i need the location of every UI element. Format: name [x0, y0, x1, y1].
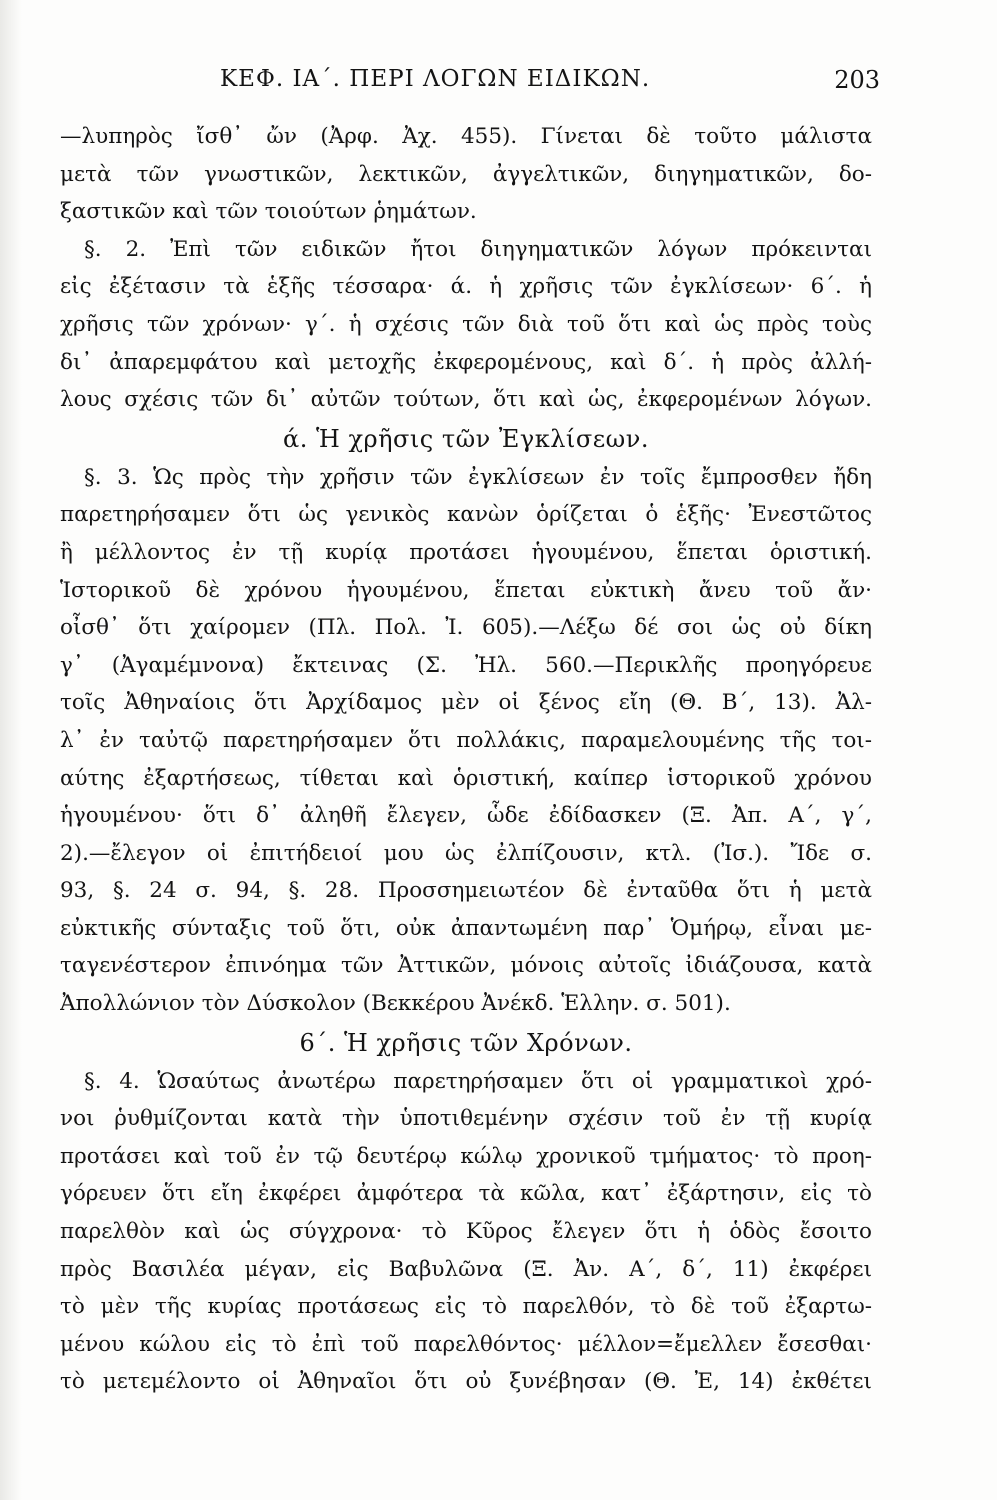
text-line: 93, §. 24 σ. 94, §. 28. Προσσημειωτέον δὲ ἐνταῦθα ὅτι ἡ μετὰ: [60, 878, 872, 904]
text-line: λους σχέσις τῶν δι᾽ αὐτῶν τούτων, ὅτι καὶ ὡς, ἐκφερομένων λόγων.: [60, 387, 872, 413]
paragraph-2-start: §. 2. Ἐπὶ τῶν ειδικῶν ἤτοι διηγηματικῶν λόγων πρόκεινται: [84, 236, 872, 262]
text-line: δι᾽ ἀπαρεμφάτου καὶ μετοχῆς ἐκφερομένους, καὶ δ΄. ἡ πρὸς ἀλλή-: [60, 349, 872, 375]
text-line: γόρευεν ὅτι εἴη ἐκφέρει ἀμφότερα τὰ κῶλα, κατ᾽ ἐξάρτησιν, εἰς τὸ: [60, 1181, 872, 1207]
text-line: εὐκτικῆς σύνταξις τοῦ ὅτι, οὐκ ἀπαντωμένη παρ᾽ Ὁμήρῳ, εἶναι με-: [60, 915, 872, 941]
text-line: γ᾽ (Ἀγαμέμνονα) ἔκτεινας (Σ. Ἠλ. 560.—Περικλῆς προηγόρευε: [60, 652, 872, 678]
body-text: [60, 118, 872, 1401]
text-line: ταγενέστερον ἐπινόημα τῶν Ἀττικῶν, μόνοις αὐτοῖς ἰδιάζουσα, κατὰ: [60, 953, 872, 979]
text-line: τοῖς Ἀθηναίοις ὅτι Ἀρχίδαμος μὲν οἱ ξένος εἴη (Θ. Β΄, 13). Ἀλ-: [60, 690, 872, 716]
chapter-running-title: ΚΕΦ. ΙΑ΄. ΠΕΡΙ ΛΟΓΩΝ ΕΙΔΙΚΩΝ.: [220, 66, 651, 92]
text-line: 2).—ἔλεγον οἱ ἐπιτήδειοί μου ὡς ἐλπίζουσιν, κτλ. (Ἰσ.). Ἴδε σ.: [60, 840, 872, 866]
text-line: παρελθὸν καὶ ὡς σύγχρονα· τὸ Κῦρος ἔλεγεν ὅτι ἡ ὁδὸς ἔσοιτο: [60, 1219, 872, 1245]
text-line: ἡγουμένου· ὅτι δ᾽ ἀληθῆ ἔλεγεν, ὧδε ἐδίδασκεν (Ξ. Ἀπ. Α΄, γ΄,: [60, 803, 872, 829]
paragraph-4-start: §. 4. Ὡσαύτως ἀνωτέρω παρετηρήσαμεν ὅτι οἱ γραμματικοὶ χρό-: [84, 1068, 872, 1094]
text-line: Ἱστορικοῦ δὲ χρόνου ἡγουμένου, ἕπεται εὐκτικὴ ἄνευ τοῦ ἄν·: [60, 577, 872, 603]
text-line: ἢ μέλλοντος ἐν τῇ κυρίᾳ προτάσει ἡγουμένου, ἕπεται ὁριστική.: [60, 539, 872, 565]
text-line: λ᾽ ἐν ταὐτῷ παρετηρήσαμεν ὅτι πολλάκις, παραμελουμένης τῆς τοι-: [60, 727, 872, 753]
text-line: μετὰ τῶν γνωστικῶν, λεκτικῶν, ἀγγελτικῶν, διηγηματικῶν, δο-: [60, 161, 872, 187]
text-line: προτάσει καὶ τοῦ ἐν τῷ δευτέρῳ κώλῳ χρονικοῦ τμήματος· τὸ προη-: [60, 1143, 872, 1169]
paragraph-3-start: §. 3. Ὡς πρὸς τὴν χρῆσιν τῶν ἐγκλίσεων ἐν τοῖς ἔμπροσθεν ἤδη: [84, 464, 872, 490]
text-line: τὸ μὲν τῆς κυρίας προτάσεως εἰς τὸ παρελθόν, τὸ δὲ τοῦ ἐξαρτω-: [60, 1294, 872, 1320]
text-line: ξαστικῶν καὶ τῶν τοιούτων ῥημάτων.: [60, 199, 477, 225]
text-line: νοι ῥυθμίζονται κατὰ τὴν ὑποτιθεμένην σχέσιν τοῦ ἐν τῇ κυρίᾳ: [60, 1106, 872, 1132]
text-line: πρὸς Βασιλέα μέγαν, εἰς Βαβυλῶνα (Ξ. Ἀν. Α΄, δ΄, 11) ἐκφέρει: [60, 1256, 872, 1282]
text-line: Ἀπολλώνιον τὸν Δύσκολον (Βεκκέρου Ἀνέκδ. Ἑλλην. σ. 501).: [60, 991, 731, 1017]
page-number: 203: [834, 66, 880, 94]
running-head: [60, 66, 880, 102]
section-heading-moods: ά. Ἡ χρῆσις τῶν Ἐγκλίσεων.: [283, 424, 649, 453]
text-line: —λυπηρὸς ἴσθ᾽ ὤν (Ἀρφ. Ἀχ. 455). Γίνεται δὲ τοῦτο μάλιστα: [60, 124, 872, 149]
section-heading-tenses: 6΄. Ἡ χρῆσις τῶν Χρόνων.: [299, 1028, 633, 1057]
text-line: αύτης ἐξαρτήσεως, τίθεται καὶ ὁριστική, καίπερ ἱστορικοῦ χρόνου: [60, 765, 872, 791]
text-line: οἶσθ᾽ ὅτι χαίρομεν (Πλ. Πολ. Ἰ. 605).—Λέξω δέ σοι ὡς οὐ δίκη: [60, 615, 872, 641]
page-gutter-shadow: [0, 0, 22, 1500]
text-line: εἰς ἐξέτασιν τὰ ἑξῆς τέσσαρα· ά. ἡ χρῆσις τῶν ἐγκλίσεων· 6΄. ἡ: [60, 274, 872, 300]
text-line: χρῆσις τῶν χρόνων· γ΄. ἡ σχέσις τῶν διὰ τοῦ ὅτι καὶ ὡς πρὸς τοὺς: [60, 311, 872, 337]
text-line: μένου κώλου εἰς τὸ ἐπὶ τοῦ παρελθόντος· μέλλον=ἔμελλεν ἔσεσθαι·: [60, 1331, 872, 1357]
text-line: παρετηρήσαμεν ὅτι ὡς γενικὸς κανὼν ὁρίζεται ὁ ἑξῆς· Ἐνεστῶτος: [60, 502, 872, 528]
text-line: τὸ μετεμέλοντο οἱ Ἀθηναῖοι ὅτι οὐ ξυνέβησαν (Θ. Ἐ, 14) ἐκθέτει: [60, 1369, 872, 1395]
